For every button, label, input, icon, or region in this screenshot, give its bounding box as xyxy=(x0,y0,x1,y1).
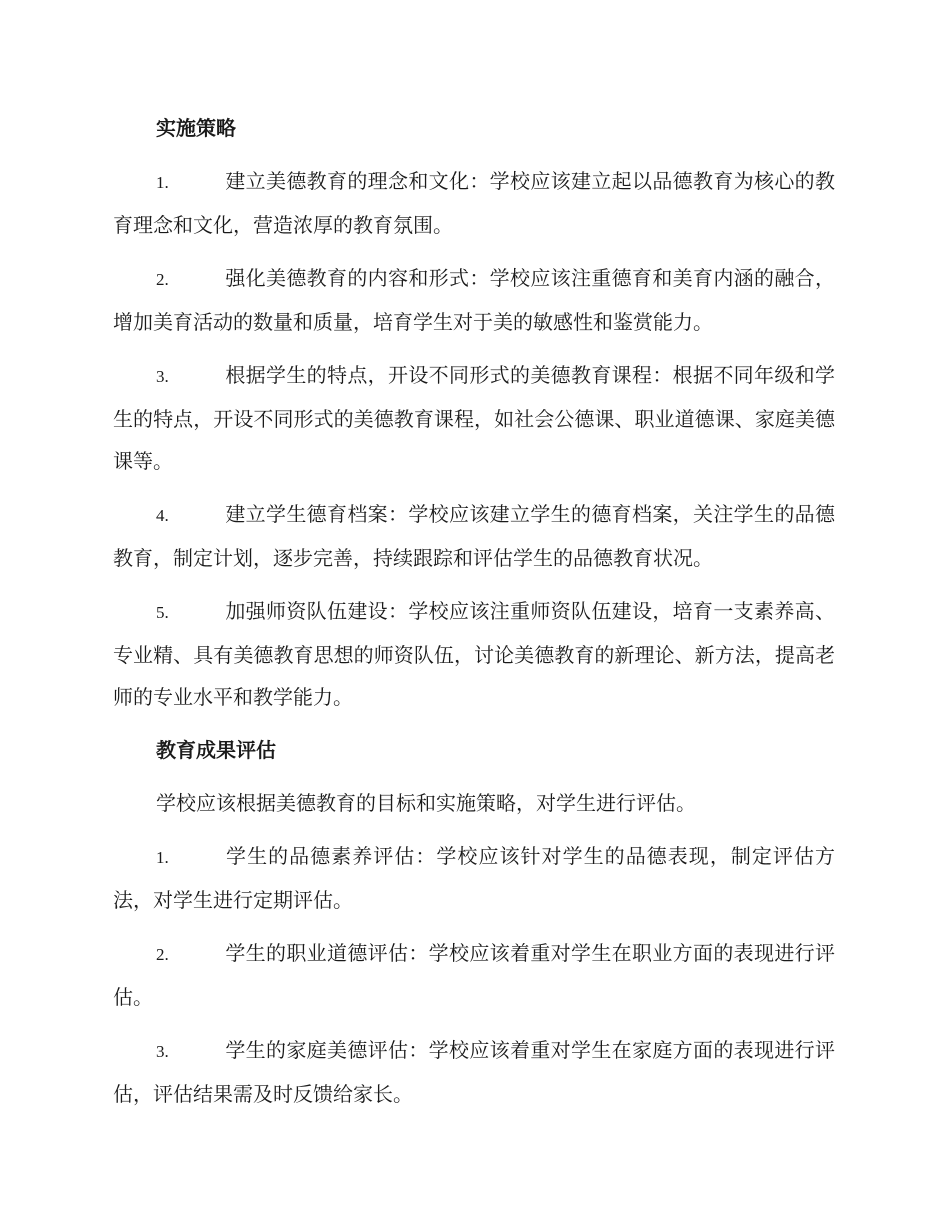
list-item-text: 学生的品德素养评估：学校应该针对学生的品德表现，制定评估方法，对学生进行定期评估。 xyxy=(113,844,835,912)
list-item-number: 5. xyxy=(156,603,169,622)
list-item-number: 2. xyxy=(156,945,169,964)
list-item-text: 根据学生的特点，开设不同形式的美德教育课程：根据不同年级和学生的特点，开设不同形式的美德教育课程，如社会公德课、职业道德课、家庭美德课等。 xyxy=(113,363,835,473)
list-item-number: 4. xyxy=(156,506,169,525)
list-item-text: 学生的家庭美德评估：学校应该着重对学生在家庭方面的表现进行评估，评估结果需及时反馈给家长。 xyxy=(113,1038,835,1106)
list-item xyxy=(113,590,835,718)
list-item-text: 学生的职业道德评估：学校应该着重对学生在职业方面的表现进行评估。 xyxy=(113,941,835,1009)
section-heading-strategy: 实施策略 xyxy=(156,116,236,140)
list-item xyxy=(113,835,835,921)
document-page xyxy=(113,107,835,1126)
list-item-number: 1. xyxy=(156,848,169,867)
list-item-number: 1. xyxy=(156,173,169,192)
list-item xyxy=(113,1029,835,1115)
list-item xyxy=(113,160,835,246)
list-item xyxy=(113,257,835,343)
section-heading-evaluation: 教育成果评估 xyxy=(156,738,276,762)
list-item xyxy=(113,354,835,482)
list-item-number: 2. xyxy=(156,270,169,289)
evaluation-intro: 学校应该根据美德教育的目标和实施策略，对学生进行评估。 xyxy=(156,791,696,815)
list-item-text: 建立美德教育的理念和文化：学校应该建立起以品德教育为核心的教育理念和文化，营造浓厚的教育氛围。 xyxy=(113,169,835,237)
list-item-number: 3. xyxy=(156,1042,169,1061)
list-item-text: 加强师资队伍建设：学校应该注重师资队伍建设，培育一支素养高、专业精、具有美德教育思想的师资队伍，讨论美德教育的新理论、新方法，提高老师的专业水平和教学能力。 xyxy=(113,599,835,709)
list-item xyxy=(113,493,835,579)
list-item-text: 强化美德教育的内容和形式：学校应该注重德育和美育内涵的融合，增加美育活动的数量和质量，培育学生对于美的敏感性和鉴赏能力。 xyxy=(113,266,835,334)
list-item xyxy=(113,932,835,1018)
list-item-text: 建立学生德育档案：学校应该建立学生的德育档案，关注学生的品德教育，制定计划，逐步完善，持续跟踪和评估学生的品德教育状况。 xyxy=(113,502,835,570)
list-item-number: 3. xyxy=(156,367,169,386)
